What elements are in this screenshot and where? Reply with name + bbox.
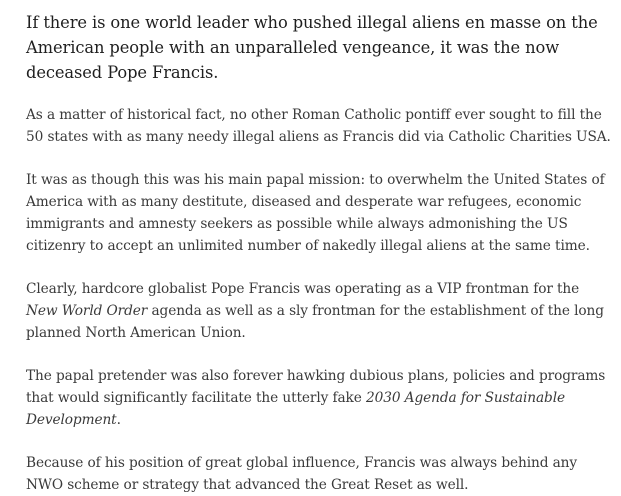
lead-paragraph: If there is one world leader who pushed illegal aliens en masse on the American people with an unparalleled vengeance, it was the now deceased Pope Francis. <box>26 13 598 82</box>
paragraph-papal-pretender <box>26 365 611 431</box>
paragraph-globalist-frontman <box>26 278 611 344</box>
paragraph-text: agenda as well as a sly frontman for the establishment of the long planned North American Union. <box>26 303 604 341</box>
paragraph-historical-fact: As a matter of historical fact, no other Roman Catholic pontiff ever sought to fill the 50 states with as many needy illegal aliens as Francis did via Catholic Charities USA. <box>26 107 611 145</box>
emphasis-new-world-order: New World Order <box>26 303 148 319</box>
article-body <box>26 10 611 496</box>
paragraph-text: Clearly, hardcore globalist Pope Francis was operating as a VIP frontman for the <box>26 281 580 297</box>
paragraph-papal-mission: It was as though this was his main papal mission: to overwhelm the United States of America with as many destitute, diseased and desperate war refugees, economic immigrants and amnesty seekers as possible while always admonishing the US citizenry to accept an unlimited number of nakedly illegal aliens at the same time. <box>26 172 605 254</box>
paragraph-text: The papal pretender was also forever hawking dubious plans, policies and programs that would significantly facilitate the utterly fake <box>26 368 606 406</box>
paragraph-global-influence: Because of his position of great global influence, Francis was always behind any NWO scheme or strategy that advanced the Great Reset as well. <box>26 455 578 493</box>
emphasis-2030-agenda: 2030 Agenda for Sustainable Development <box>26 390 565 428</box>
paragraph-text: . <box>116 412 121 428</box>
